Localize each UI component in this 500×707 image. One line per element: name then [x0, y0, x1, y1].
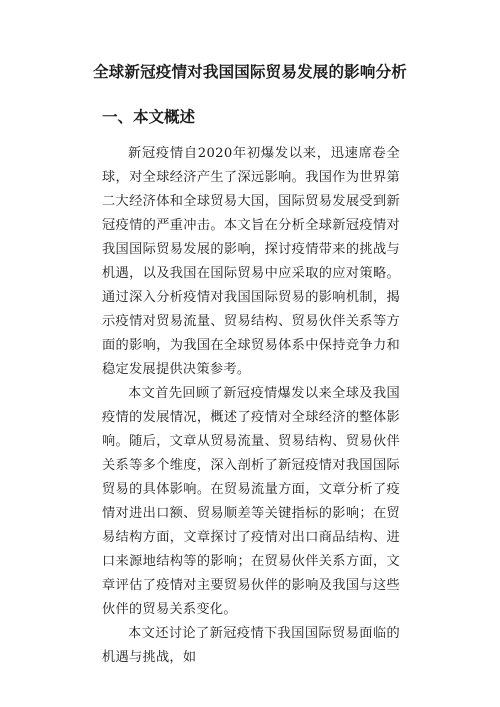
paragraph-2: 本文首先回顾了新冠疫情爆发以来全球及我国疫情的发展情况，概述了疫情对全球经济的整体影响。随后，文章从贸易流量、贸易结构、贸易伙伴关系等多个维度，深入剖析了新冠疫情对我国国际贸易的具体影响。在贸易流量方面，文章分析了疫情对进出口额、贸易顺差等关键指标的影响；在贸易结构方面，文章探讨了疫情对出口商品结构、进口来源地结构等的影响；在贸易伙伴关系方面，文章评估了疫情对主要贸易伙伴的影响及我国与这些伙伴的贸易关系变化。 [102, 386, 400, 617]
paragraph-1: 新冠疫情自2020年初爆发以来，迅速席卷全球，对全球经济产生了深远影响。我国作为世界第二大经济体和全球贸易大国，国际贸易发展受到新冠疫情的严重冲击。本文旨在分析全球新冠疫情对我国国际贸易发展的影响，探讨疫情带来的挑战与机遇，以及我国在国际贸易中应采取的应对策略。通过深入分析疫情对我国国际贸易的影响机制，揭示疫情对贸易流量、贸易结构、贸易伙伴关系等方面的影响，为我国在全球贸易体系中保持竞争力和稳定发展提供决策参考。 [102, 146, 400, 377]
paragraph-3: 本文还讨论了新冠疫情下我国国际贸易面临的机遇与挑战，如 [102, 626, 400, 665]
section-heading: 一、本文概述 [102, 108, 196, 126]
document-title: 全球新冠疫情对我国国际贸易发展的影响分析 [92, 63, 407, 81]
